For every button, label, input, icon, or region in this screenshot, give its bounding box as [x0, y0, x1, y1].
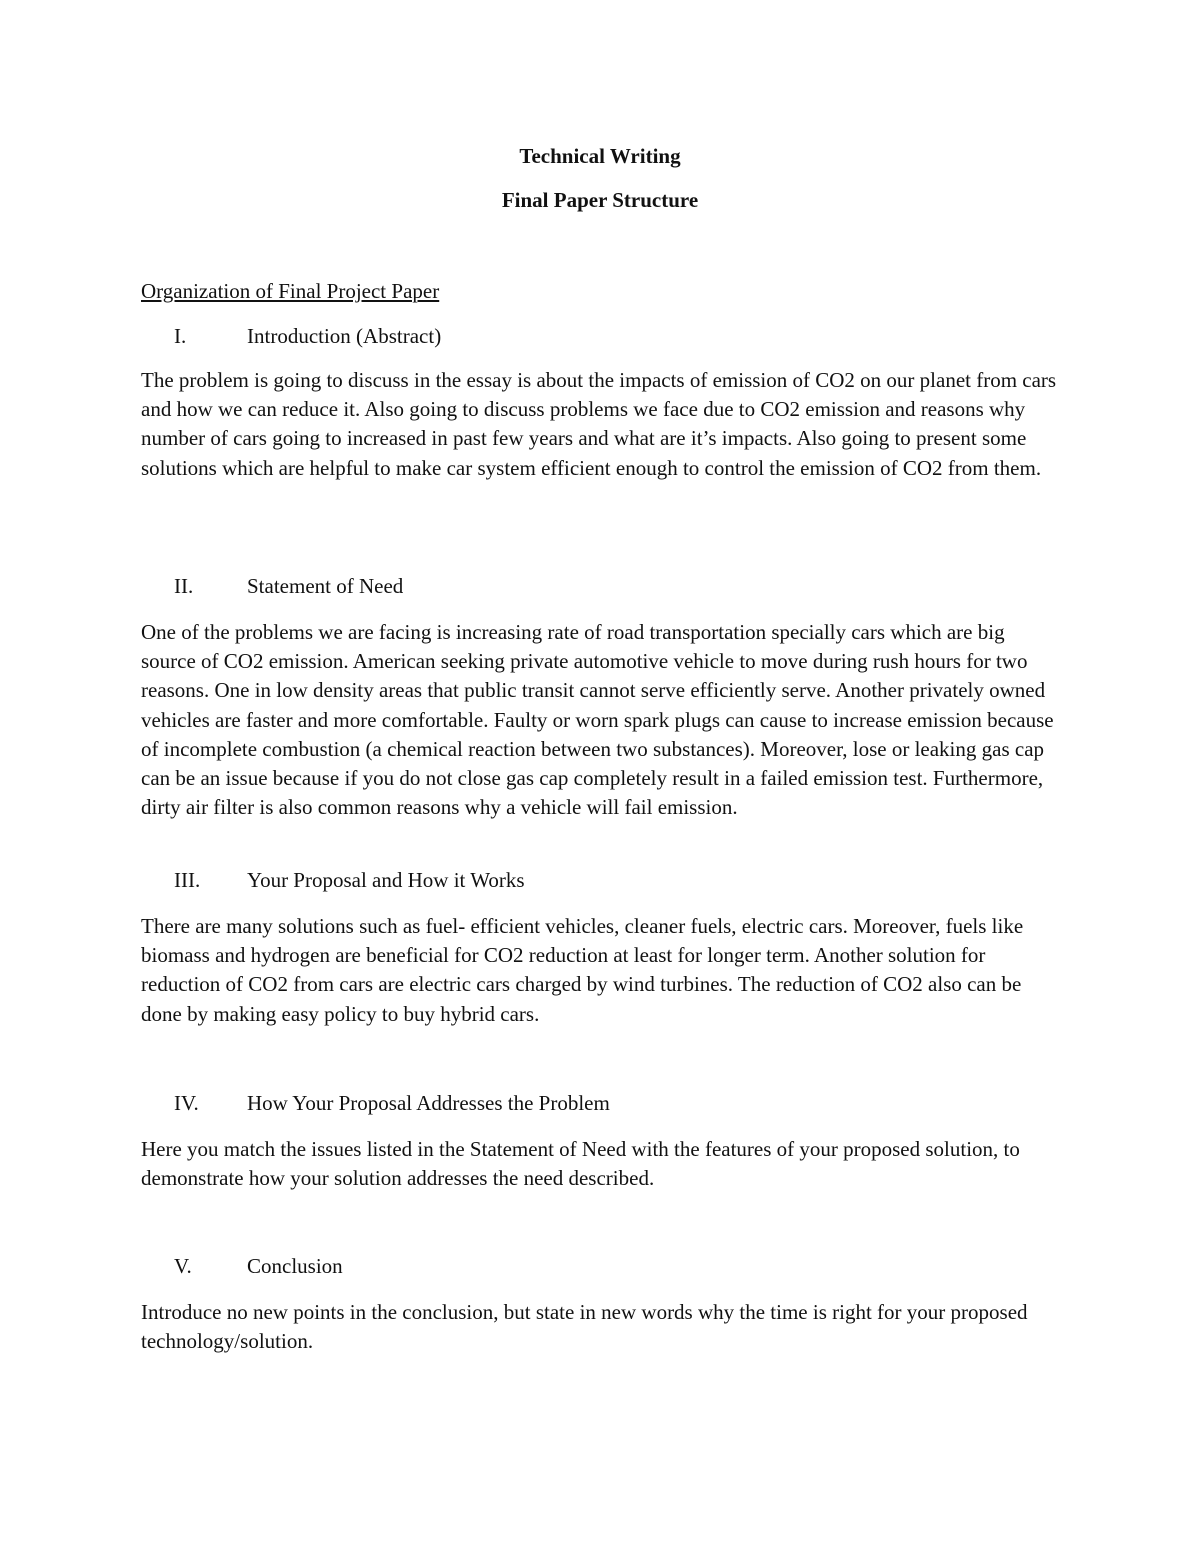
section-heading-statement-of-need	[174, 573, 403, 599]
section-heading-proposal	[174, 867, 525, 893]
section-body-addresses-problem: Here you match the issues listed in the Statement of Need with the features of your proposed solution, to demonstrate how your solution addresses the need described.	[141, 1137, 1020, 1191]
section-numeral: I.	[174, 324, 187, 348]
section-body-introduction: The problem is going to discuss in the essay is about the impacts of emission of CO2 on our planet from cars and how we can reduce it. Also going to discuss problems we face due to CO2 emission and reasons why number of cars going to increased in past few years and what are it’s impacts. Also going to present some solutions which are helpful to make car system efficient enough to control the emission of CO2 from them.	[141, 368, 1057, 480]
document-subtitle: Final Paper Structure	[501, 188, 699, 212]
section-numeral: V.	[174, 1254, 192, 1278]
section-heading-text: Conclusion	[247, 1254, 343, 1278]
section-heading-introduction	[174, 323, 441, 349]
section-heading-conclusion	[174, 1253, 343, 1279]
section-numeral: II.	[174, 574, 194, 598]
section-heading-addresses-problem	[174, 1090, 610, 1116]
section-heading-text: Your Proposal and How it Works	[247, 868, 525, 892]
section-heading-text: Introduction (Abstract)	[247, 324, 442, 348]
section-numeral: IV.	[174, 1091, 199, 1115]
organization-heading: Organization of Final Project Paper	[141, 279, 440, 303]
section-heading-text: How Your Proposal Addresses the Problem	[247, 1091, 610, 1115]
section-numeral: III.	[174, 868, 201, 892]
section-body-statement-of-need: One of the problems we are facing is increasing rate of road transportation specially cars which are big source of CO2 emission. American seeking private automotive vehicle to move during rush hours for two reasons. One in low density areas that public transit cannot serve efficiently serve. Another privately owned vehicles are faster and more comfortable. Faulty or worn spark plugs can cause to increase emission because of incomplete combustion (a chemical reaction between two substances). Moreover, lose or leaking gas cap can be an issue because if you do not close gas cap completely result in a failed emission test. Furthermore, dirty air filter is also common reasons why a vehicle will fail emission.	[141, 620, 1054, 820]
document-title: Technical Writing	[519, 144, 681, 168]
section-heading-text: Statement of Need	[247, 574, 404, 598]
section-body-conclusion: Introduce no new points in the conclusion, but state in new words why the time is right for your proposed technology/solution.	[141, 1300, 1028, 1354]
section-body-proposal: There are many solutions such as fuel- efficient vehicles, cleaner fuels, electric cars. Moreover, fuels like biomass and hydrogen are beneficial for CO2 reduction at least for longer term. Another solution for reduction of CO2 from cars are electric cars charged by wind turbines. The reduction of CO2 also can be done by making easy policy to buy hybrid cars.	[141, 914, 1024, 1026]
